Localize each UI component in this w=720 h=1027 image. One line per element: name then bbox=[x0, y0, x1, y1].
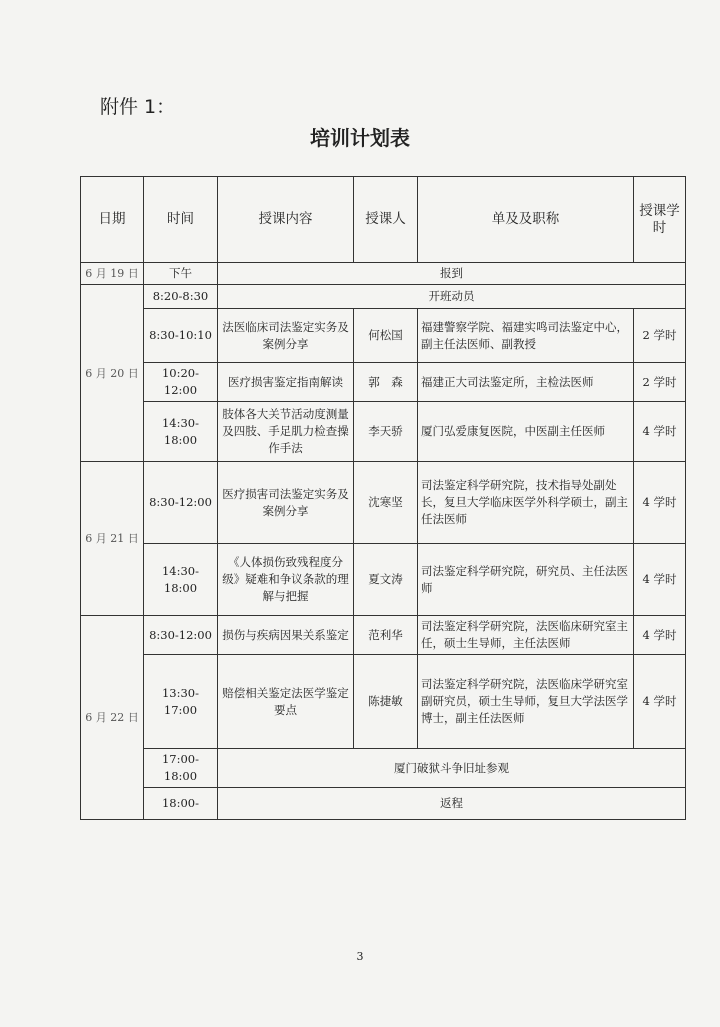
header-lecturer: 授课人 bbox=[354, 177, 418, 263]
header-time: 时间 bbox=[144, 177, 218, 263]
time-cell: 8:30-12:00 bbox=[144, 462, 218, 544]
event-cell: 返程 bbox=[218, 788, 686, 820]
time-cell: 10:20-12:00 bbox=[144, 363, 218, 402]
header-row bbox=[81, 177, 686, 263]
content-cell: 医疗损害鉴定指南解读 bbox=[218, 363, 354, 402]
content-cell: 医疗损害司法鉴定实务及案例分享 bbox=[218, 462, 354, 544]
table-row bbox=[81, 788, 686, 820]
lecturer-cell: 陈捷敏 bbox=[354, 655, 418, 749]
unit-cell: 司法鉴定科学研究院，研究员、主任法医师 bbox=[418, 544, 634, 616]
table-row bbox=[81, 263, 686, 285]
table-row bbox=[81, 402, 686, 462]
hours-cell: 4 学时 bbox=[634, 544, 686, 616]
lecturer-cell: 夏文涛 bbox=[354, 544, 418, 616]
lecturer-cell: 沈寒坚 bbox=[354, 462, 418, 544]
table-row bbox=[81, 462, 686, 544]
content-cell: 损伤与疾病因果关系鉴定 bbox=[218, 616, 354, 655]
date-cell: 6 月 20 日 bbox=[81, 285, 144, 462]
table-row bbox=[81, 285, 686, 309]
unit-cell: 厦门弘爱康复医院，中医副主任医师 bbox=[418, 402, 634, 462]
lecturer-cell: 范利华 bbox=[354, 616, 418, 655]
hours-cell: 2 学时 bbox=[634, 309, 686, 363]
date-cell: 6 月 22 日 bbox=[81, 616, 144, 820]
date-cell: 6 月 19 日 bbox=[81, 263, 144, 285]
event-cell: 报到 bbox=[218, 263, 686, 285]
content-cell: 法医临床司法鉴定实务及案例分享 bbox=[218, 309, 354, 363]
unit-cell: 福建正大司法鉴定所，主检法医师 bbox=[418, 363, 634, 402]
unit-cell: 司法鉴定科学研究院，技术指导处副处长，复旦大学临床医学外科学硕士，副主任法医师 bbox=[418, 462, 634, 544]
attachment-label: 附件 1： bbox=[100, 96, 176, 118]
unit-cell: 司法鉴定科学研究院，法医临床学研究室副研究员，硕士生导师，复旦大学法医学博士，副主任法医师 bbox=[418, 655, 634, 749]
page-title: 培训计划表 bbox=[310, 126, 410, 150]
header-unit: 单及及职称 bbox=[418, 177, 634, 263]
time-cell: 17:00-18:00 bbox=[144, 749, 218, 788]
schedule-table bbox=[80, 176, 686, 820]
event-cell: 开班动员 bbox=[218, 285, 686, 309]
content-cell: 赔偿相关鉴定法医学鉴定要点 bbox=[218, 655, 354, 749]
lecturer-cell: 何松国 bbox=[354, 309, 418, 363]
schedule-table-wrap bbox=[80, 176, 686, 820]
table-row bbox=[81, 749, 686, 788]
page-number: 3 bbox=[356, 950, 364, 963]
content-cell: 肢体各大关节活动度测量及四肢、手足肌力检查操作手法 bbox=[218, 402, 354, 462]
header-hours: 授课学时 bbox=[634, 177, 686, 263]
table-row bbox=[81, 309, 686, 363]
time-cell: 18:00- bbox=[144, 788, 218, 820]
header-content: 授课内容 bbox=[218, 177, 354, 263]
time-cell: 8:30-12:00 bbox=[144, 616, 218, 655]
lecturer-cell: 郭 森 bbox=[354, 363, 418, 402]
table-row bbox=[81, 655, 686, 749]
time-cell: 14:30-18:00 bbox=[144, 544, 218, 616]
date-cell: 6 月 21 日 bbox=[81, 462, 144, 616]
hours-cell: 4 学时 bbox=[634, 655, 686, 749]
unit-cell: 福建警察学院、福建实鸣司法鉴定中心，副主任法医师、副教授 bbox=[418, 309, 634, 363]
time-cell: 8:20-8:30 bbox=[144, 285, 218, 309]
hours-cell: 4 学时 bbox=[634, 462, 686, 544]
table-row bbox=[81, 363, 686, 402]
event-cell: 厦门破狱斗争旧址参观 bbox=[218, 749, 686, 788]
time-cell: 13:30-17:00 bbox=[144, 655, 218, 749]
unit-cell: 司法鉴定科学研究院，法医临床研究室主任，硕士生导师，主任法医师 bbox=[418, 616, 634, 655]
table-row bbox=[81, 616, 686, 655]
table-row bbox=[81, 544, 686, 616]
hours-cell: 4 学时 bbox=[634, 616, 686, 655]
time-cell: 8:30-10:10 bbox=[144, 309, 218, 363]
header-date: 日期 bbox=[81, 177, 144, 263]
content-cell: 《人体损伤致残程度分级》疑难和争议条款的理解与把握 bbox=[218, 544, 354, 616]
hours-cell: 2 学时 bbox=[634, 363, 686, 402]
time-cell: 下午 bbox=[144, 263, 218, 285]
time-cell: 14:30-18:00 bbox=[144, 402, 218, 462]
lecturer-cell: 李天骄 bbox=[354, 402, 418, 462]
hours-cell: 4 学时 bbox=[634, 402, 686, 462]
